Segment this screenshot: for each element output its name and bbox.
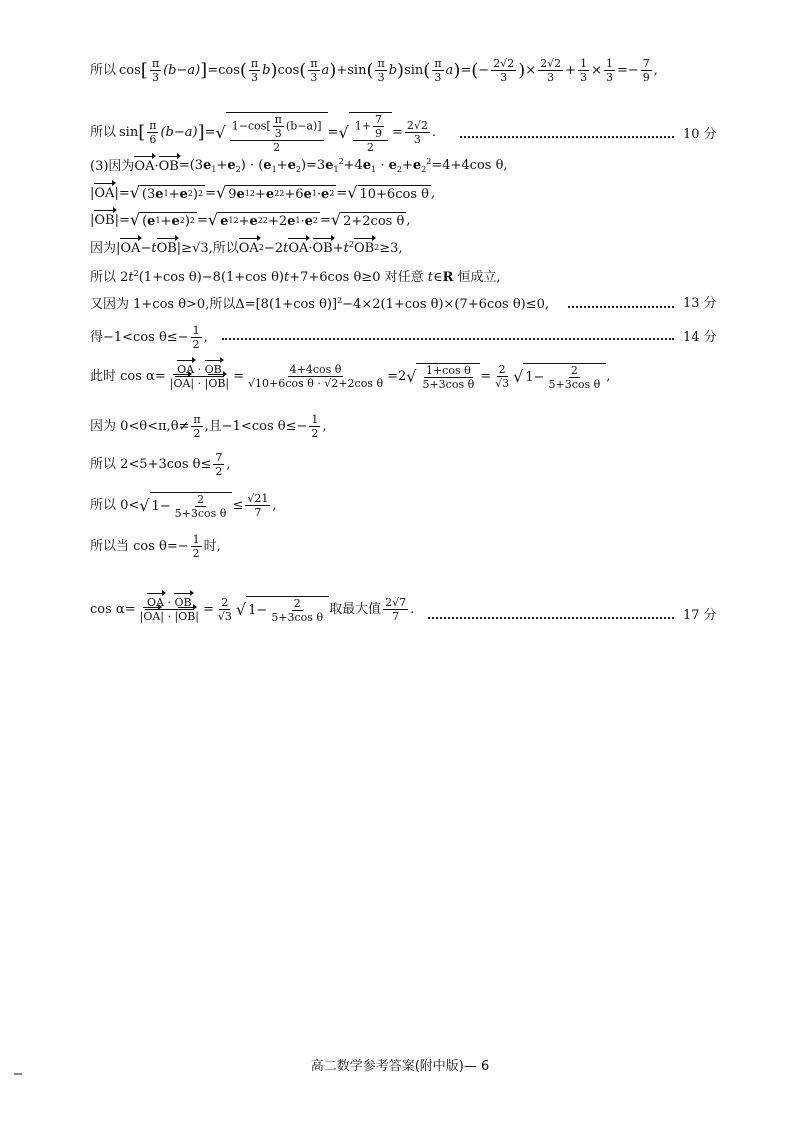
line-2: 所以 sin [ $\frac{\pi}{6}$ (b−a) ] = √ 1−cos[ $\frac{\pi}{3}$ (b−a)] 2 = √ 1+ $\frac{7}{9}$ 2 = $\frac{2√2}{3}$ . [90, 113, 436, 154]
line-13: 所以 0< √ 1− $\frac{2}{\text{5+3cos θ}}$ ≤ $\frac{√21}{7}$ , [90, 492, 277, 520]
line-4: | OA |= √ (3 e 1 + e 2 ) 2 = √ 9 e 1 2 + e 2 2 +6 e 1 · e 2 = √ 10+6cos θ , [90, 183, 436, 202]
dot-leader-1 [460, 136, 674, 138]
line-9: 得−1<cos θ≤− $\frac{1}{2}$ , [90, 324, 208, 351]
score-17: 17 分 [683, 608, 717, 623]
line-7: 所以 $2t^2(1+\cos$ θ)−8(1+cos θ)t+7+6cos θ≥0 对任意 t∈R 恒成立, [90, 269, 501, 285]
line-15: cos α= $\frac{OA \cdot OB}{|OA| \cdot |OB|}$ = $\frac{2}{√3}$ √ 1− $\frac{2}{\text{5+3cos θ}}$ 取最大值 $\frac{2√7}{7}$ . [90, 596, 415, 624]
line-12: 所以 2<5+3cos θ≤ $\frac{7}{2}$ , [90, 451, 231, 478]
line-11: 因为 0<θ<π,θ≠ $\frac{\pi}{2}$ ,且−1<cos θ≤− $\frac{1}{2}$ , [90, 413, 327, 440]
line-1: 所以 cos [ $\frac{\pi}{3}$ (b−a) ] =cos ( $\frac{\pi}{3}$ b ) cos ( $\frac{\pi}{3}$ a ) +sin ( $\frac{\pi}{3}$ b ) sin ( $\frac{\pi}{3}$ a ) = ( − $\frac{2√2}{3}$ ) × $\frac{2√2}{3}$ + $\frac{1}{3}$ × $\frac{1}{3}$ =− $\frac{7}{9}$ , [90, 57, 658, 84]
dot-leader-2 [568, 306, 674, 308]
line-5: | OB |= √ ( e 1 + e 2 ) 2 = √ e 1 2 + e 2 2 +2 e 1 · e 2 = √ 2+2cos θ , [90, 210, 411, 229]
dot-leader-3 [222, 338, 674, 340]
dot-leader-4 [428, 617, 674, 619]
score-14: 14 分 [683, 330, 717, 345]
line-2-prefix: 所以 [90, 125, 117, 140]
line-3: (3)因为 OA · OB $=(3e_1+e_2) \cdot (e_1+e_2)=3e_1^2+4e_1 \cdot e_2+e_2^2=4+4\cos$ θ, [90, 157, 508, 174]
scan-speck [14, 1073, 22, 1075]
line-10: 此时 cos α= $\frac{OA \cdot OB}{|OA| \cdot |OB|}$ = $\frac{\text{4+4cos θ}}{\text{√10+6cos θ · √2+2cos θ}}$ =2 √ $\frac{\text{1+cos θ}}{\text{5+3cos θ}}$ = $\frac{2}{√3}$ √ 1− $\frac{2}{\text{5+3cos θ}}$ , [90, 363, 611, 391]
score-13: 13 分 [683, 296, 717, 311]
page-footer: 高二数学参考答案(附中版)— 6 [310, 1059, 490, 1074]
line-6: 因为| OA −t OB |≥√3,所以 OA 2 −2t OA · OB $+t^2$ OB 2 ≥3, [90, 240, 403, 256]
line-8: 又因为 1+cos θ>0,所以Δ=[8(1+cos θ)]$^2$−4×2(1+cos θ)×(7+6cos θ)≤0, [90, 296, 550, 312]
line-1-prefix: 所以 [90, 63, 117, 78]
line-14: 所以当 cos θ=− $\frac{1}{2}$ 时, [90, 533, 221, 560]
score-10: 10 分 [683, 127, 717, 142]
